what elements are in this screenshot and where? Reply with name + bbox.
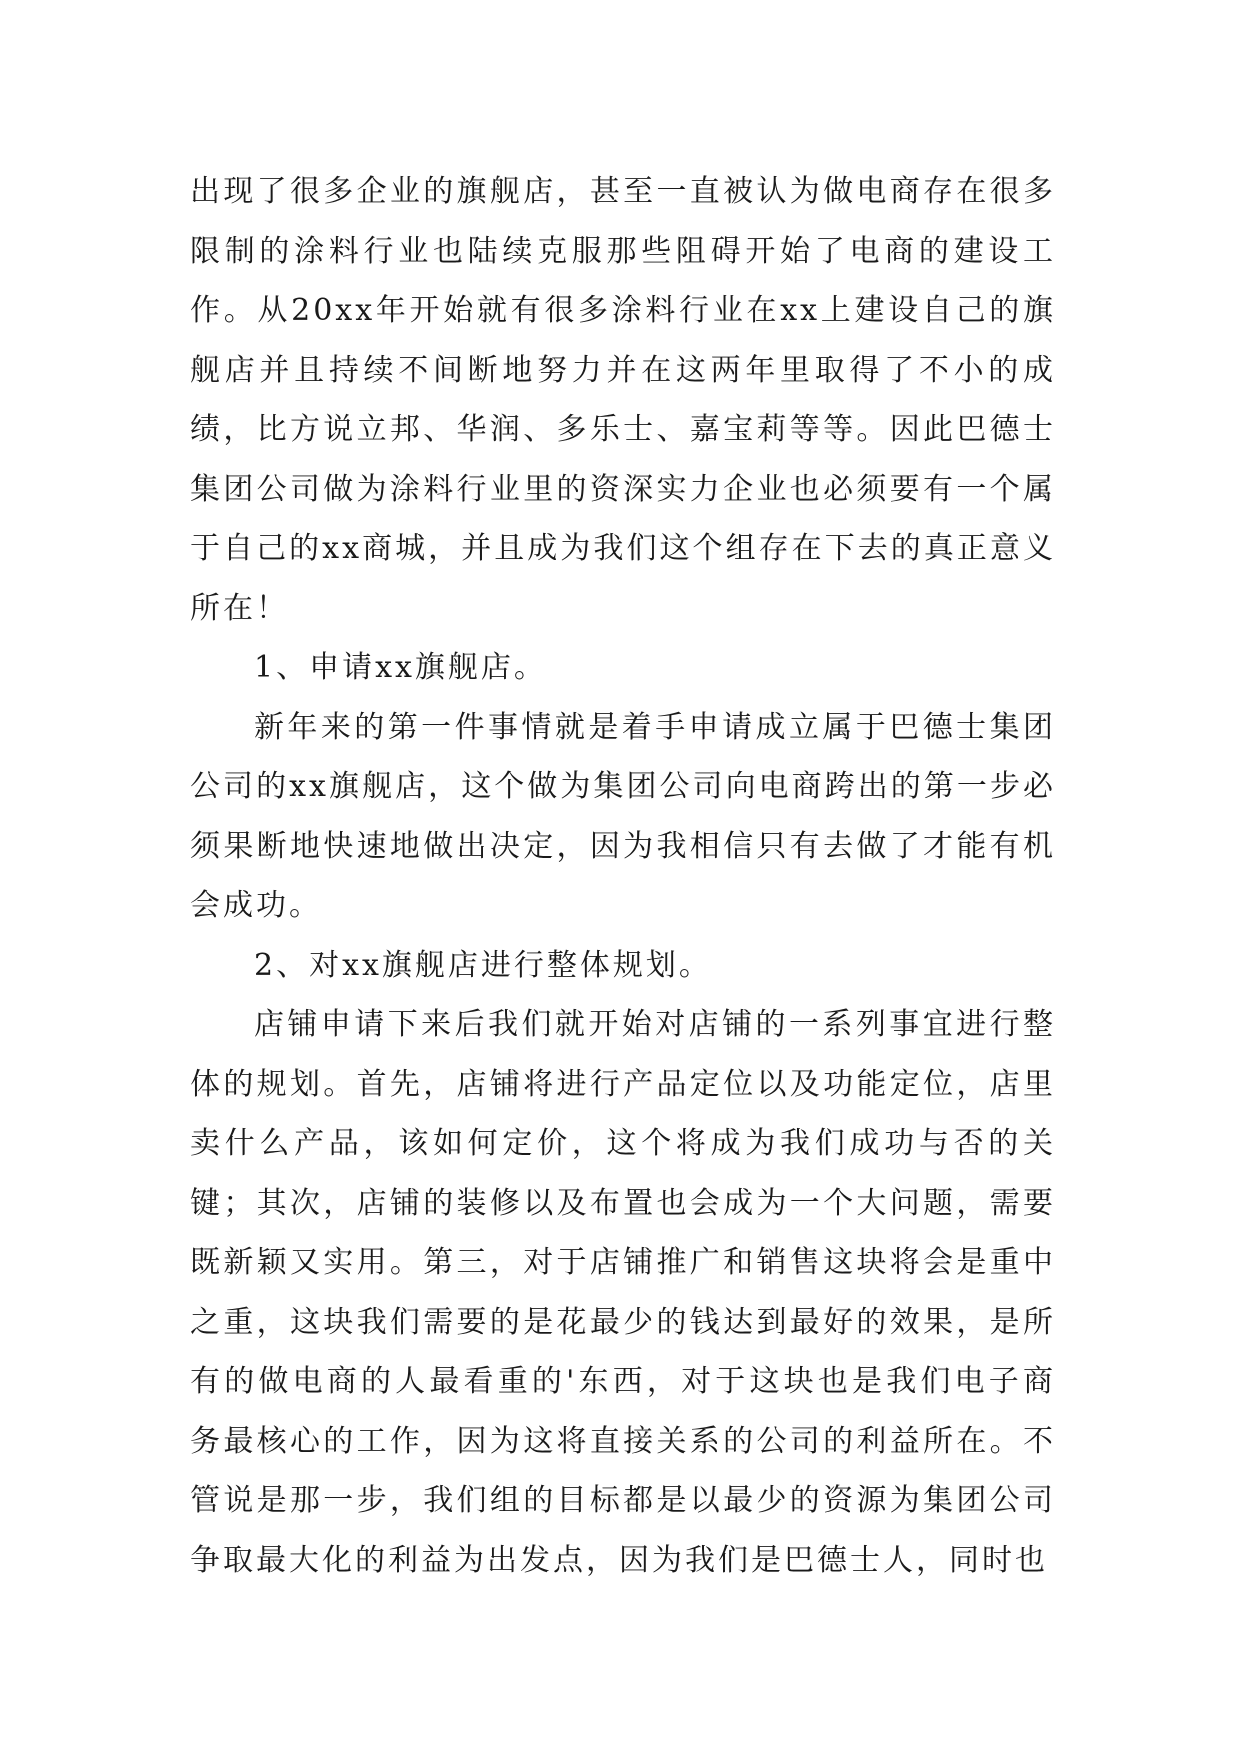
section-heading-store-planning: 2、对xx旗舰店进行整体规划。 bbox=[254, 947, 712, 983]
paragraph-intro: 出现了很多企业的旗舰店，甚至一直被认为做电商存在很多限制的涂料行业也陆续克服那些阻碍开始了电商的建设工作。从20xx年开始就有很多涂料行业在xx上建设自己的旗舰店并且持续不间断地努力并在这两年里取得了不小的成绩，比方说立邦、华润、多乐士、嘉宝莉等等。因此巴德士集团公司做为涂料行业里的资深实力企业也必须要有一个属于自己的xx商城，并且成为我们这个组存在下去的真正意义所在！ bbox=[190, 174, 1056, 626]
document-page bbox=[190, 162, 1056, 1590]
section-heading-apply-store: 1、申请xx旗舰店。 bbox=[254, 650, 547, 685]
paragraph-store-planning: 店铺申请下来后我们就开始对店铺的一系列事宜进行整体的规划。首先，店铺将进行产品定位以及功能定位，店里卖什么产品，该如何定价，这个将成为我们成功与否的关键；其次，店铺的装修以及布置也会成为一个大问题，需要既新颖又实用。第三，对于店铺推广和销售这块将会是重中之重，这块我们需要的是花最少的钱达到最好的效果，是所有的做电商的人最看重的'东西，对于这块也是我们电子商务最核心的工作，因为这将直接关系的公司的利益所在。不管说是那一步，我们组的目标都是以最少的资源为集团公司争取最大化的利益为出发点，因为我们是巴德士人，同时也 bbox=[190, 1007, 1056, 1578]
paragraph-apply-store: 新年来的第一件事情就是着手申请成立属于巴德士集团公司的xx旗舰店，这个做为集团公司向电商跨出的第一步必须果断地快速地做出决定，因为我相信只有去做了才能有机会成功。 bbox=[190, 709, 1056, 923]
